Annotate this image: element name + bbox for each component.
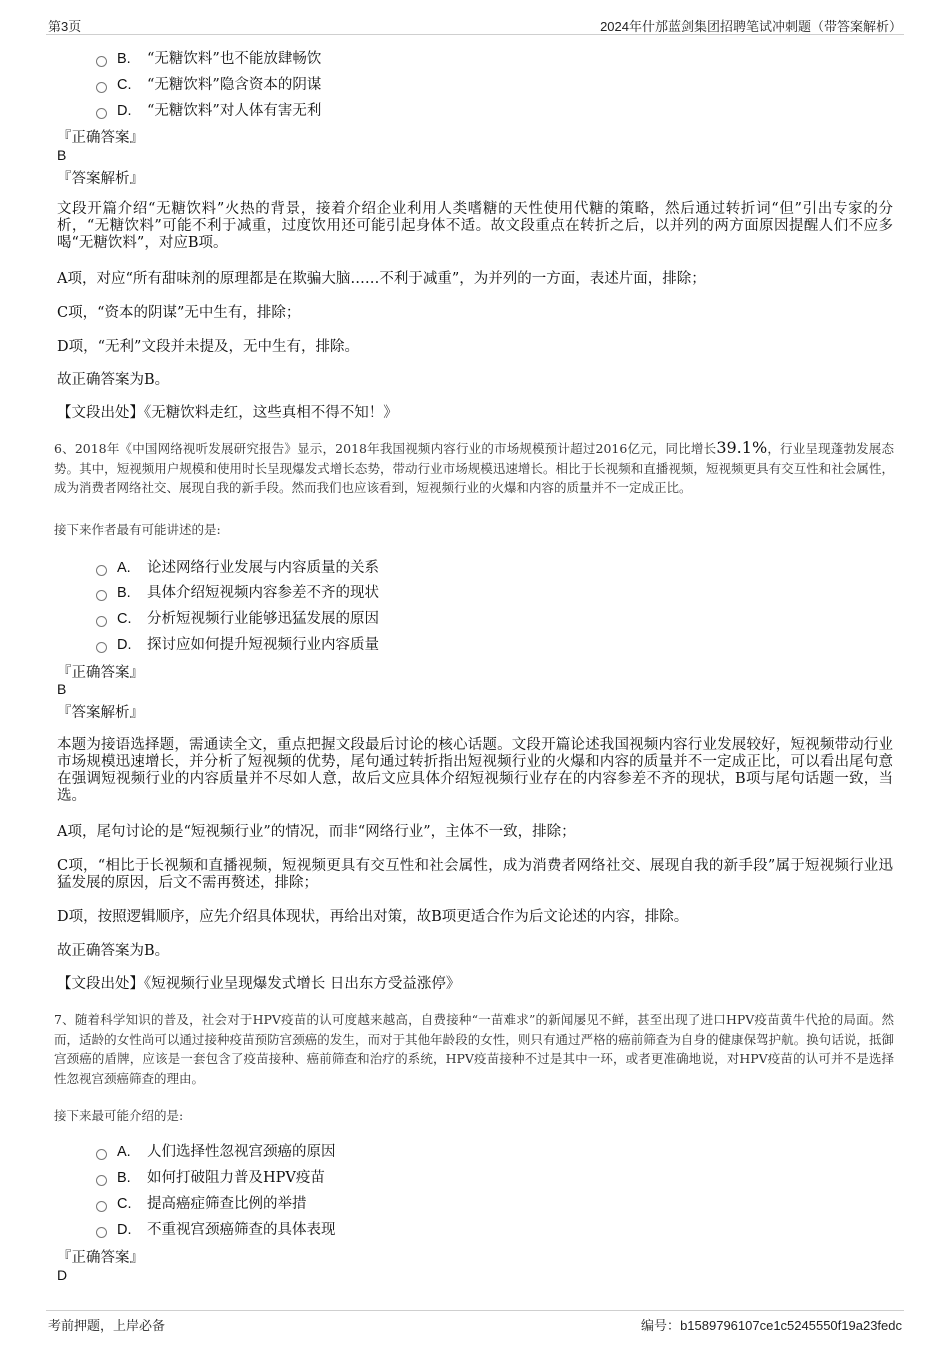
- page-header: [46, 14, 904, 35]
- question-prompt: 接下来最可能介绍的是:: [54, 1108, 184, 1123]
- analysis-paragraph: C项，“资本的阴谋”无中生有，排除；: [57, 305, 301, 321]
- analysis-paragraph: 故正确答案为B。: [57, 372, 170, 388]
- correct-answer-label: 『正确答案』: [57, 665, 144, 681]
- page-footer: [46, 1310, 904, 1331]
- option-item[interactable]: C. 分析短视频行业能够迅猛发展的原因: [96, 607, 379, 629]
- radio-button[interactable]: [96, 616, 107, 627]
- option-item[interactable]: B. 具体介绍短视频内容参差不齐的现状: [96, 581, 379, 603]
- option-item[interactable]: C. “无糖饮料”隐含资本的阴谋: [96, 73, 321, 95]
- math-value: 39.1%: [716, 438, 768, 457]
- radio-button[interactable]: [96, 565, 107, 576]
- analysis-paragraph: D项，“无利”文段并未提及，无中生有，排除。: [57, 339, 359, 355]
- analysis-paragraph: 文段开篇介绍“无糖饮料”火热的背景，接着介绍企业利用人类嗜糖的天性使用代糖的策略，然后通过转折词“但”引出专家的分析，“无糖饮料”可能不利于减重，过度饮用还可能引起身体不适。故文段重点在转折之后，以并列的两方面原因提醒人们不应多喝“无糖饮料”，对应B项。: [57, 201, 893, 251]
- option-text: “无糖饮料”隐含资本的阴谋: [147, 77, 322, 93]
- correct-answer-label: 『正确答案』: [57, 1250, 144, 1266]
- analysis-label: 『答案解析』: [57, 705, 144, 721]
- document-title: 2024年什邡蓝剑集团招聘笔试冲刺题（带答案解析）: [600, 19, 902, 34]
- page-number: 第3页: [48, 19, 82, 34]
- correct-answer: B: [57, 147, 67, 163]
- option-item[interactable]: D. 不重视宫颈癌筛查的具体表现: [96, 1218, 336, 1240]
- source-citation: 【文段出处】《短视频行业呈现爆发式增长 日出东方受益涨停》: [57, 976, 461, 992]
- question-stem: 6、2018年《中国网络视听发展研究报告》显示，2018年我国视频内容行业的市场规模预计超过2016亿元，同比增长39.1%，行业呈现蓬勃发展态势。其中，短视频用户规模和使用时长呈现爆发式增长态势，带动行业市场规模迅速增长。相比于长视频和直播视频，短视频更具有交互性和社会属性，成为消费者网络社交、展现自我的新手段。然而我们也应该看到，短视频行业的火爆和内容的质量并不一定成正比。: [54, 438, 894, 495]
- question-prompt: 接下来作者最有可能讲述的是:: [54, 522, 221, 537]
- source-citation: 【文段出处】《无糖饮料走红，这些真相不得不知！》: [57, 405, 398, 421]
- analysis-paragraph: 本题为接语选择题，需通读全文，重点把握文段最后讨论的核心话题。文段开篇论述我国视频内容行业发展较好，短视频带动行业市场规模迅速增长，并分析了短视频的优势，尾句通过转折指出短视频行业的火爆和内容的质量并不一定成正比，可以看出尾句意在强调短视频行业的内容质量并不尽如人意，故后文应具体介绍短视频行业存在的内容参差不齐的现状，B项与尾句话题一致，当选。: [57, 737, 893, 804]
- option-item[interactable]: B. 如何打破阻力普及HPV疫苗: [96, 1166, 325, 1188]
- option-item[interactable]: A. 论述网络行业发展与内容质量的关系: [96, 556, 379, 578]
- radio-button[interactable]: [96, 1149, 107, 1160]
- correct-answer-label: 『正确答案』: [57, 130, 144, 146]
- analysis-paragraph: C项，“相比于长视频和直播视频，短视频更具有交互性和社会属性，成为消费者网络社交、展现自我的新手段”属于短视频行业迅猛发展的原因，后文不需再赘述，排除；: [57, 858, 893, 891]
- option-text: 不重视宫颈癌筛查的具体表现: [147, 1222, 336, 1238]
- correct-answer: D: [57, 1267, 68, 1283]
- option-text: “无糖饮料”对人体有害无利: [147, 103, 322, 119]
- radio-button[interactable]: [96, 108, 107, 119]
- option-text: “无糖饮料”也不能放肆畅饮: [147, 51, 322, 67]
- document-code: 编号：b1589796107ce1c5245550f19a23fedc: [641, 1318, 902, 1333]
- radio-button[interactable]: [96, 82, 107, 93]
- option-item[interactable]: A. 人们选择性忽视宫颈癌的原因: [96, 1140, 336, 1162]
- analysis-paragraph: 故正确答案为B。: [57, 943, 170, 959]
- analysis-paragraph: D项，按照逻辑顺序，应先介绍具体现状，再给出对策，故B项更适合作为后文论述的内容，排除。: [57, 909, 689, 925]
- option-text: 具体介绍短视频内容参差不齐的现状: [147, 585, 379, 601]
- option-item[interactable]: D. 探讨应如何提升短视频行业内容质量: [96, 633, 379, 655]
- option-item[interactable]: D. “无糖饮料”对人体有害无利: [96, 99, 321, 121]
- option-text: 提高癌症筛查比例的举措: [147, 1196, 307, 1212]
- radio-button[interactable]: [96, 56, 107, 67]
- option-text: 探讨应如何提升短视频行业内容质量: [147, 637, 379, 653]
- analysis-paragraph: A项，尾句讨论的是“短视频行业”的情况，而非“网络行业”，主体不一致，排除；: [57, 824, 576, 840]
- option-text: 分析短视频行业能够迅猛发展的原因: [147, 611, 379, 627]
- analysis-label: 『答案解析』: [57, 171, 144, 187]
- question-stem: 7、随着科学知识的普及，社会对于HPV疫苗的认可度越来越高，自费接种“一苗难求”的新闻屡见不鲜，甚至出现了进口HPV疫苗黄牛代抢的局面。然而，适龄的女性尚可以通过接种疫苗预防宫颈癌的发生，而对于其他年龄段的女性，则只有通过严格的癌前筛查为自身的健康保驾护航。换句话说，抵御宫颈癌的盾牌，应该是一套包含了疫苗接种、癌前筛查和治疗的系统，HPV疫苗接种不过是其中一环，或者更准确地说，对HPV疫苗的认可并不是选择性忽视宫颈癌筛查的理由。: [54, 1012, 894, 1086]
- radio-button[interactable]: [96, 642, 107, 653]
- option-text: 人们选择性忽视宫颈癌的原因: [147, 1144, 336, 1160]
- radio-button[interactable]: [96, 1175, 107, 1186]
- radio-button[interactable]: [96, 1201, 107, 1212]
- option-text: 论述网络行业发展与内容质量的关系: [147, 560, 379, 576]
- option-item[interactable]: B. “无糖饮料”也不能放肆畅饮: [96, 47, 321, 69]
- radio-button[interactable]: [96, 590, 107, 601]
- correct-answer: B: [57, 681, 67, 697]
- option-item[interactable]: C. 提高癌症筛查比例的举措: [96, 1192, 307, 1214]
- analysis-paragraph: A项，对应“所有甜味剂的原理都是在欺骗大脑……不利于减重”，为并列的一方面，表述片面，排除；: [57, 271, 706, 287]
- radio-button[interactable]: [96, 1227, 107, 1238]
- footer-slogan: 考前押题，上岸必备: [48, 1318, 166, 1333]
- option-text: 如何打破阻力普及HPV疫苗: [147, 1170, 325, 1186]
